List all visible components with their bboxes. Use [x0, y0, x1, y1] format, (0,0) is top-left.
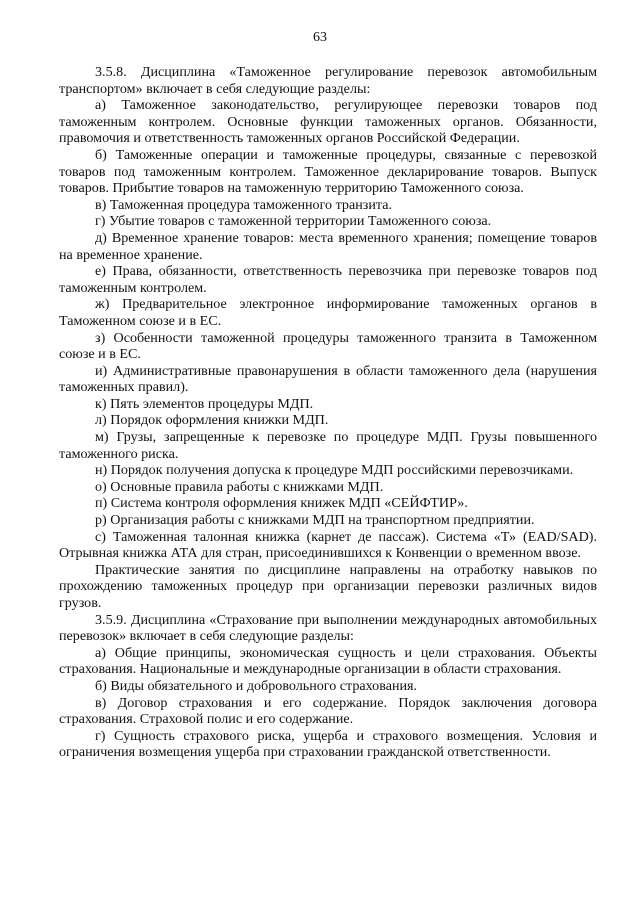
list-item: г) Сущность страхового риска, ущерба и страхового возмещения. Условия и ограничения возмещения ущерба при страховании гражданской ответственности. — [59, 727, 597, 761]
section-heading-3-5-8: 3.5.8. Дисциплина «Таможенное регулирование перевозок автомобильным транспортом» включает в себя следующие разделы: — [59, 64, 597, 97]
list-item: м) Грузы, запрещенные к перевозке по процедуре МДП. Грузы повышенного таможенного риска. — [59, 429, 597, 462]
list-item: е) Права, обязанности, ответственность перевозчика при перевозке товаров под таможенным контролем. — [59, 263, 597, 296]
list-item: о) Основные правила работы с книжками МДП. — [95, 478, 384, 495]
page-number: 63 — [313, 30, 327, 45]
list-item: б) Виды обязательного и добровольного страхования. — [95, 677, 418, 694]
list-item: з) Особенности таможенной процедуры таможенного транзита в Таможенном союзе и в ЕС. — [59, 329, 597, 363]
list-item: б) Таможенные операции и таможенные процедуры, связанные с перевозкой товаров под таможенным контролем. Таможенное декларирование товаров. Выпуск товаров. Прибытие товаров на таможенную территорию Таможенного союза. — [59, 146, 597, 197]
list-item: с) Таможенная талонная книжка (карнет де пассаж). Система «Т» (EAD/SAD). Отрывная книжка АТА для стран, присоединившихся к Конвенции о временном ввозе. — [59, 528, 597, 562]
list-item: н) Порядок получения допуска к процедуре МДП российскими перевозчиками. — [95, 462, 574, 479]
list-item: к) Пять элементов процедуры МДП. — [95, 395, 314, 412]
list-item: л) Порядок оформления книжки МДП. — [95, 412, 329, 429]
list-item: р) Организация работы с книжками МДП на транспортном предприятии. — [95, 512, 535, 529]
list-item: д) Временное хранение товаров: места временного хранения; помещение товаров на временное хранение. — [59, 229, 597, 263]
list-item: п) Система контроля оформления книжек МДП «СЕЙФТИР». — [95, 495, 468, 512]
list-item: в) Договор страхования и его содержание. Порядок заключения договора страхования. Страховой полис и его содержание. — [59, 694, 597, 728]
list-item: в) Таможенная процедура таможенного транзита. — [95, 196, 392, 213]
list-item: ж) Предварительное электронное информирование таможенных органов в Таможенном союзе и в ЕС. — [59, 296, 597, 329]
list-item: а) Общие принципы, экономическая сущность и цели страхования. Объекты страхования. Национальные и международные организации в области страхования. — [59, 644, 597, 678]
paragraph-practical: Практические занятия по дисциплине направлены на отработку навыков по прохождению таможенных процедур при организации перевозки различных видов грузов. — [59, 561, 597, 611]
list-item: а) Таможенное законодательство, регулирующее перевозки товаров под таможенным контролем. Основные функции таможенных органов. Обязанности, правомочия и ответственность таможенных органов Российской Федерации. — [59, 97, 597, 147]
section-heading-3-5-9: 3.5.9. Дисциплина «Страхование при выполнении международных автомобильных перевозок» включает в себя следующие разделы: — [59, 611, 597, 645]
document-body — [59, 64, 597, 761]
list-item: г) Убытие товаров с таможенной территории Таможенного союза. — [95, 213, 492, 230]
list-item: и) Административные правонарушения в области таможенного дела (нарушения таможенных правил). — [59, 362, 597, 396]
